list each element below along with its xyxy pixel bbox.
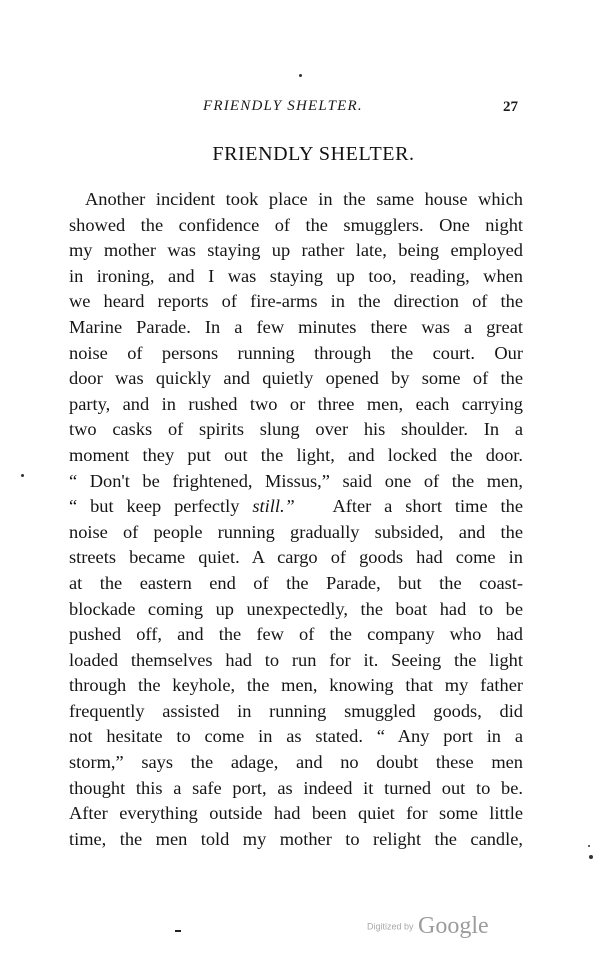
text-fragment: After a short time the	[332, 496, 523, 517]
text-line: two casks of spirits slung over his shoulder. In a	[69, 419, 523, 440]
scan-speck	[21, 474, 24, 477]
chapter-title: FRIENDLY SHELTER.	[212, 143, 415, 165]
text-line: not hesitate to come in as stated. “ Any port in a	[69, 726, 523, 747]
text-line-with-italic	[69, 494, 523, 520]
scan-speck	[588, 845, 590, 847]
text-line: party, and in rushed two or three men, each carrying	[69, 393, 523, 414]
text-line: moment they put out the light, and locked the door.	[69, 444, 523, 465]
text-line: storm,” says the adage, and no doubt these men	[69, 752, 523, 773]
text-line: in ironing, and I was staying up too, reading, when	[69, 265, 523, 286]
digitized-watermark	[367, 913, 489, 940]
text-line: frequently assisted in running smuggled goods, did	[69, 700, 523, 721]
body-text	[69, 187, 523, 852]
text-line: showed the confidence of the smugglers. One night	[69, 214, 523, 235]
scan-speck	[589, 855, 593, 859]
text-line: time, the men told my mother to relight the candle,	[69, 828, 523, 849]
italic-word: still.”	[252, 496, 295, 517]
text-line: door was quickly and quietly opened by some of the	[69, 368, 523, 389]
text-line: at the eastern end of the Parade, but the coast-	[69, 572, 523, 593]
text-line: blockade coming up unexpectedly, the boat had to be	[69, 598, 523, 619]
scan-speck	[299, 74, 302, 77]
text-line: noise of people running gradually subsided, and the	[69, 521, 523, 542]
text-line: loaded themselves had to run for it. Seeing the light	[69, 649, 523, 670]
google-logo-text: Google	[417, 913, 489, 939]
text-line: Marine Parade. In a few minutes there was a great	[69, 316, 523, 337]
text-line: Another incident took place in the same house which	[85, 189, 523, 209]
page-number: 27	[503, 99, 518, 115]
text-line: “ Don't be frightened, Missus,” said one of the men,	[69, 470, 523, 491]
text-line: through the keyhole, the men, knowing that my father	[69, 675, 523, 696]
text-line: thought this a safe port, as indeed it turned out to be.	[69, 777, 523, 798]
watermark-prefix: Digitized by	[367, 921, 414, 932]
scan-mark	[175, 930, 181, 932]
text-line: pushed off, and the few of the company who had	[69, 624, 523, 645]
text-line: streets became quiet. A cargo of goods had come in	[69, 547, 523, 568]
text-line: we heard reports of fire-arms in the direction of the	[69, 291, 523, 312]
text-fragment: “ but keep perfectly	[69, 496, 240, 517]
running-head: FRIENDLY SHELTER.	[203, 98, 363, 114]
text-line: After everything outside had been quiet for some little	[69, 803, 523, 824]
text-line: noise of persons running through the court. Our	[69, 342, 523, 363]
text-line: my mother was staying up rather late, being employed	[69, 240, 523, 261]
